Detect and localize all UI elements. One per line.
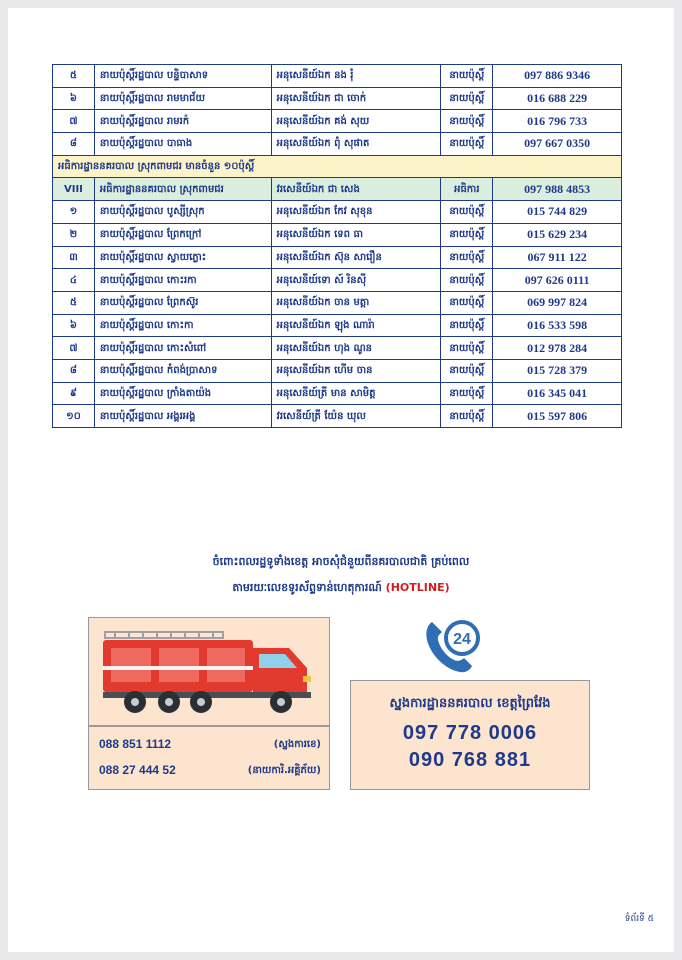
- cell-phone: 067 911 122: [493, 246, 622, 269]
- cell-unit: នាយប៉ុស្តិ៍រដ្ឋបាល បន្ទិបាសាទ: [94, 65, 271, 88]
- cell-no: ១០: [53, 405, 95, 428]
- cell-rank: នាយប៉ុស្តិ៍: [441, 246, 493, 269]
- fire-truck-icon: [89, 618, 329, 725]
- cell-phone: 015 597 806: [493, 405, 622, 428]
- notice-text: តាមរយៈលេខទូរស័ព្ទទាន់ហេតុការណ៍: [232, 581, 382, 594]
- cell-phone: 015 744 829: [493, 201, 622, 224]
- table-row: [53, 133, 622, 156]
- cell-person: អនុសេនីយ៍ឯក ចាន មត្តា: [271, 291, 441, 314]
- hotline-label: (HOTLINE): [385, 581, 450, 594]
- cell-person: អនុសេនីយ៍ត្រី មាន សាមិត្ត: [271, 382, 441, 405]
- cell-unit: នាយប៉ុស្តិ៍រដ្ឋបាល ស្វាយភ្លោះ: [94, 246, 271, 269]
- table-row: [53, 110, 622, 133]
- hotline-number: 090 768 881: [408, 749, 532, 771]
- cell-unit: នាយប៉ុស្តិ៍រដ្ឋបាល បាធាង: [94, 133, 271, 156]
- roster-table: [52, 64, 622, 428]
- cell-phone: 016 796 733: [493, 110, 622, 133]
- cell-rank: អធិការ: [441, 178, 493, 201]
- cell-person: អនុសេនីយ៍ឯក ហើម ចាន: [271, 359, 441, 382]
- cell-rank: នាយប៉ុស្តិ៍: [441, 133, 493, 156]
- table-row: [53, 382, 622, 405]
- cell-phone: 016 688 229: [493, 87, 622, 110]
- contact-tag: (ស្នងការខេ): [273, 739, 321, 750]
- section-title-row: [53, 155, 622, 178]
- table-row: [53, 223, 622, 246]
- cell-unit: នាយប៉ុស្តិ៍រដ្ឋបាល កោះកា: [94, 314, 271, 337]
- department-name: ស្នងការដ្ឋាននគរបាល ខេត្តព្រៃវែង: [389, 696, 551, 711]
- cell-phone: 069 997 824: [493, 291, 622, 314]
- cell-rank: នាយប៉ុស្តិ៍: [441, 291, 493, 314]
- cell-rank: នាយប៉ុស្តិ៍: [441, 314, 493, 337]
- cell-phone: 097 667 0350: [493, 133, 622, 156]
- cell-phone: 097 988 4853: [493, 178, 622, 201]
- section-head-row: [53, 178, 622, 201]
- table-row: [53, 201, 622, 224]
- cell-person: អនុសេនីយ៍ឯក នង រុំ: [271, 65, 441, 88]
- cell-person: អនុសេនីយ៍ឯក គង់ សុយ: [271, 110, 441, 133]
- cell-rank: នាយប៉ុស្តិ៍: [441, 405, 493, 428]
- cell-no: ៧: [53, 337, 95, 360]
- notice-line-2: [0, 581, 682, 597]
- cell-unit: អធិការដ្ឋាននគរបាល ស្រុកពាមជរ: [94, 178, 271, 201]
- cell-no: ៦: [53, 314, 95, 337]
- hotline-24-text: 24: [453, 631, 471, 648]
- contact-row: [99, 763, 321, 777]
- cell-person: អនុសេនីយ៍ឯក ស៊ុន សារឿន: [271, 246, 441, 269]
- cell-rank: នាយប៉ុស្តិ៍: [441, 382, 493, 405]
- cell-no: ៨: [53, 359, 95, 382]
- cell-phone: 012 978 284: [493, 337, 622, 360]
- table-row: [53, 269, 622, 292]
- hotline-number: 097 778 0006: [402, 722, 538, 744]
- section-title: អធិការដ្ឋាននគរបាល ស្រុកពាមជរ មានចំនួន ១០ប៉ុស្តិ៍: [53, 155, 622, 178]
- cell-no: ៦: [53, 87, 95, 110]
- cell-unit: នាយប៉ុស្តិ៍រដ្ឋបាល ក្រាំងតាយ៉ង: [94, 382, 271, 405]
- cell-person: វរសេនីយ៍ត្រី យ៉ែន ឃុល: [271, 405, 441, 428]
- contact-number: 088 851 1112: [99, 737, 172, 751]
- cell-no: ៣: [53, 246, 95, 269]
- cell-phone: 015 629 234: [493, 223, 622, 246]
- cell-phone: 016 533 598: [493, 314, 622, 337]
- cell-no: ១: [53, 201, 95, 224]
- notice-line-1: ចំពោះពលរដ្ឋទូទាំងខេត្ត អាចសុំជំនួយពីនគរបាលជាតិ គ្រប់ពេល: [212, 555, 470, 568]
- cell-person: អនុសេនីយ៍ឯក ឡុង ណារ៉ា: [271, 314, 441, 337]
- cell-phone: 097 626 0111: [493, 269, 622, 292]
- cell-rank: នាយប៉ុស្តិ៍: [441, 110, 493, 133]
- cell-unit: នាយប៉ុស្តិ៍រដ្ឋបាល ព្រែកក្រៅ: [94, 223, 271, 246]
- table-row: [53, 337, 622, 360]
- cell-rank: នាយប៉ុស្តិ៍: [441, 359, 493, 382]
- cell-phone: 015 728 379: [493, 359, 622, 382]
- table-row: [53, 87, 622, 110]
- cell-unit: នាយប៉ុស្តិ៍រដ្ឋបាល កោះរកា: [94, 269, 271, 292]
- cell-person: អនុសេនីយ៍ទោ ស៍ រិនស៊ី: [271, 269, 441, 292]
- cell-phone: 097 886 9346: [493, 65, 622, 88]
- cell-person: វរសេនីយ៍ឯក ជា សេង: [271, 178, 441, 201]
- cell-no: ៩: [53, 382, 95, 405]
- contact-number: 088 27 444 52: [99, 763, 176, 777]
- cell-no: ៥: [53, 291, 95, 314]
- hotline-panel: [350, 680, 590, 790]
- cell-unit: នាយប៉ុស្តិ៍រដ្ឋបាល កំពង់ប្រាសាទ: [94, 359, 271, 382]
- cell-unit: នាយប៉ុស្តិ៍រដ្ឋបាល រាមមាជ័យ: [94, 87, 271, 110]
- contact-phones-panel: [88, 726, 330, 790]
- table-row: [53, 314, 622, 337]
- table-row: [53, 405, 622, 428]
- contact-row: [99, 737, 321, 751]
- cell-unit: នាយប៉ុស្តិ៍រដ្ឋបាល អង្គរអង្គ: [94, 405, 271, 428]
- cell-no: ៨: [53, 133, 95, 156]
- cell-rank: នាយប៉ុស្តិ៍: [441, 87, 493, 110]
- table-row: [53, 65, 622, 88]
- cell-unit: នាយប៉ុស្តិ៍រដ្ឋបាល កោះសំពៅ: [94, 337, 271, 360]
- cell-unit: នាយប៉ុស្តិ៍រដ្ឋបាល ព្រែកស៊ូរ: [94, 291, 271, 314]
- cell-rank: នាយប៉ុស្តិ៍: [441, 269, 493, 292]
- cell-no: ២: [53, 223, 95, 246]
- cell-no: ៧: [53, 110, 95, 133]
- cell-person: អនុសេនីយ៍ឯក ជា ចោក់: [271, 87, 441, 110]
- cell-no: VIII: [53, 178, 95, 201]
- cell-person: អនុសេនីយ៍ឯក ពុំ សុផាត: [271, 133, 441, 156]
- cell-no: ៤: [53, 269, 95, 292]
- cell-rank: នាយប៉ុស្តិ៍: [441, 223, 493, 246]
- cell-rank: នាយប៉ុស្តិ៍: [441, 201, 493, 224]
- cell-person: អនុសេនីយ៍ឯក ទេព ធា: [271, 223, 441, 246]
- cell-unit: នាយប៉ុស្តិ៍រដ្ឋបាល រាមរក៉: [94, 110, 271, 133]
- cell-rank: នាយប៉ុស្តិ៍: [441, 337, 493, 360]
- phone-24-icon: [420, 614, 484, 678]
- table-row: [53, 246, 622, 269]
- table-row: [53, 359, 622, 382]
- cell-unit: នាយប៉ុស្តិ៍រដ្ឋបាល បូស្សីស្រុក: [94, 201, 271, 224]
- page-number: ទំព័រទី ៥: [624, 914, 654, 924]
- cell-person: អនុសេនីយ៍ឯក កែវ សុខុន: [271, 201, 441, 224]
- cell-rank: នាយប៉ុស្តិ៍: [441, 65, 493, 88]
- table-row: [53, 291, 622, 314]
- fire-truck-panel: [88, 617, 330, 726]
- cell-phone: 016 345 041: [493, 382, 622, 405]
- cell-no: ៥: [53, 65, 95, 88]
- cell-person: អនុសេនីយ៍ឯក ហុង ណូន: [271, 337, 441, 360]
- contact-tag: (នាយការិ.អគ្គិភ័យ): [247, 765, 321, 776]
